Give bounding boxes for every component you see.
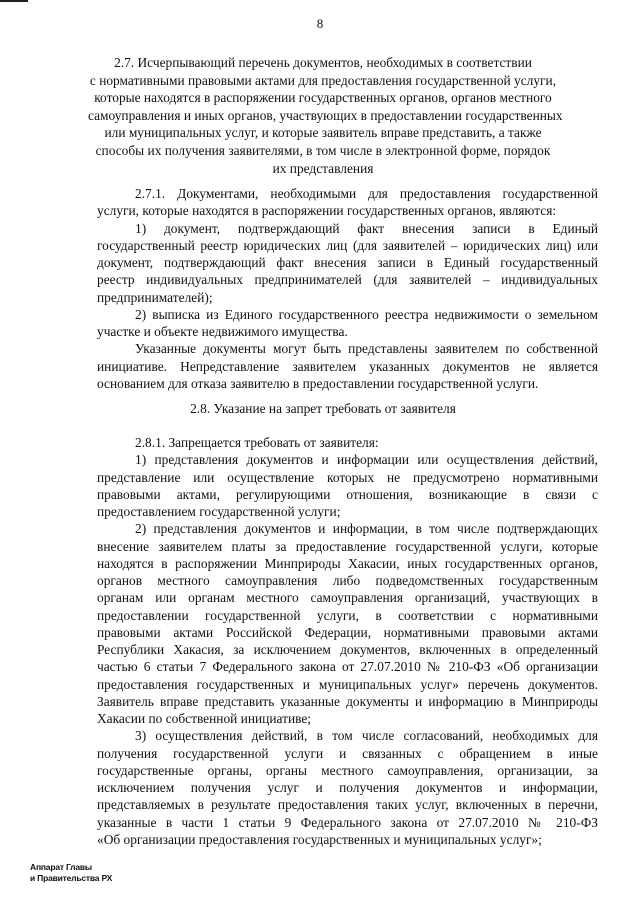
heading-line: самоуправления и иных органов, участвующих в предоставлении государственных <box>88 107 563 123</box>
paragraph-line: Заявитель вправе представить указанные документы и информацию в Минприроды <box>97 693 598 709</box>
paragraph-line: предоставлением государственной услуги; <box>97 504 341 519</box>
paragraph-line: «Об организации предоставления государственных и муниципальных услуг»; <box>97 831 542 847</box>
section-2-8-body <box>97 434 598 848</box>
section-2-7-body <box>97 185 598 392</box>
paragraph-line: 2) представления документов и информации, в том числе подтверждающих <box>135 521 598 537</box>
section-2-7-heading <box>88 54 563 177</box>
paragraph-line: основанием для отказа заявителю в предоставлении государственной услуги. <box>97 375 539 391</box>
heading-line: или муниципальных услуг, и которые заявитель вправе представить, а также <box>104 125 542 141</box>
paragraph-line: органам или органам местного самоуправления организаций, участвующих в <box>97 590 598 606</box>
paragraph-line: участке и объекте недвижимого имущества. <box>97 324 348 339</box>
paragraph-line: государственные органы, органы местного самоуправления, организации, за <box>97 762 598 778</box>
paragraph-line: находятся в распоряжении Минприроды Хакасии, иных государственных органов, <box>97 555 598 571</box>
paragraph-line: предоставлении государственной услуги, в соответствии с нормативными <box>97 607 598 623</box>
paragraph-line: указанные в части 1 статьи 9 Федерального закона от 27.07.2010 № 210-ФЗ <box>97 814 598 830</box>
paragraph-line: 2) выписка из Единого государственного реестра недвижимости о земельном <box>135 306 598 322</box>
paragraph-line: 3) осуществления действий, в том числе согласований, необходимых для <box>135 728 598 744</box>
paragraph-line: документ, подтверждающий факт внесения записи в Единый государственный <box>97 255 598 270</box>
paragraph-line: реестр индивидуальных предпринимателей (для заявителей – индивидуальных <box>97 272 598 288</box>
paragraph-line: 2.7.1. Документами, необходимыми для предоставления государственной <box>135 186 598 201</box>
paragraph-line: Республики Хакасия, за исключением документов, включенных в определенный <box>97 642 598 657</box>
footer-line-2: и Правительства РХ <box>30 873 113 883</box>
heading-line: с нормативными правовыми актами для предоставления государственной услуги, <box>89 72 557 88</box>
paragraph-line: 1) представления документов и информации или осуществления действий, <box>135 452 598 468</box>
paragraph-line: 1) документ, подтверждающий факт внесения записи в Единый <box>135 220 598 236</box>
paragraph-line: государственный реестр юридических лиц (для заявителей – юридических лиц) или <box>97 237 598 253</box>
heading-line: способы их получения заявителями, в том числе в электронной форме, порядок <box>95 142 551 158</box>
paragraph-line: предпринимателей); <box>97 289 213 305</box>
footer-stamp <box>30 862 112 884</box>
heading-line: 2.7. Исчерпывающий перечень документов, необходимых в соответствии <box>114 55 532 70</box>
footer-line-1: Аппарат Главы <box>30 862 92 872</box>
paragraph-line: услуги, которые находятся в распоряжении государственных органов, являются: <box>97 203 557 219</box>
paragraph-line: правовыми актами Российской Федерации, нормативными правовыми актами <box>97 624 598 640</box>
section-2-8-heading <box>88 400 558 418</box>
paragraph-line: предоставления государственных и муниципальных услуг» перечень документов. <box>97 676 598 692</box>
paragraph-line: представляемых в результате предоставления таких услуг, включенных в перечни, <box>97 797 598 813</box>
paragraph-line: Хакасии по собственной инициативе; <box>97 711 312 726</box>
heading-line: 2.8. Указание на запрет требовать от заявителя <box>190 401 456 416</box>
paragraph-line: исключением получения услуг и получения документов и информации, <box>97 780 598 795</box>
paragraph-line: представление или осуществление которых не предусмотрено нормативными <box>97 469 598 485</box>
heading-line: которые находятся в распоряжении государственных органов, органов местного <box>94 90 552 106</box>
paragraph-line: органов местного самоуправления либо подведомственных государственным <box>97 573 598 588</box>
paragraph-line: частью 6 статьи 7 Федерального закона от 27.07.2010 № 210-ФЗ «Об организации <box>97 659 598 675</box>
scan-corner-mark <box>0 0 28 2</box>
paragraph-line: правовыми актами, регулирующими отношения, возникающие в связи с <box>97 486 598 502</box>
page-number: 8 <box>316 16 324 31</box>
paragraph-line: получения государственной услуги и связанных с обращением в иные <box>97 745 598 761</box>
paragraph-line: Указанные документы могут быть представлены заявителем по собственной <box>135 341 598 357</box>
heading-line: их представления <box>272 160 374 176</box>
paragraph-line: инициативе. Непредставление заявителем указанных документов не является <box>97 358 598 374</box>
paragraph-line: 2.8.1. Запрещается требовать от заявителя: <box>135 435 379 450</box>
paragraph-line: внесение заявителем платы за предоставление государственной услуги, которые <box>97 538 598 554</box>
